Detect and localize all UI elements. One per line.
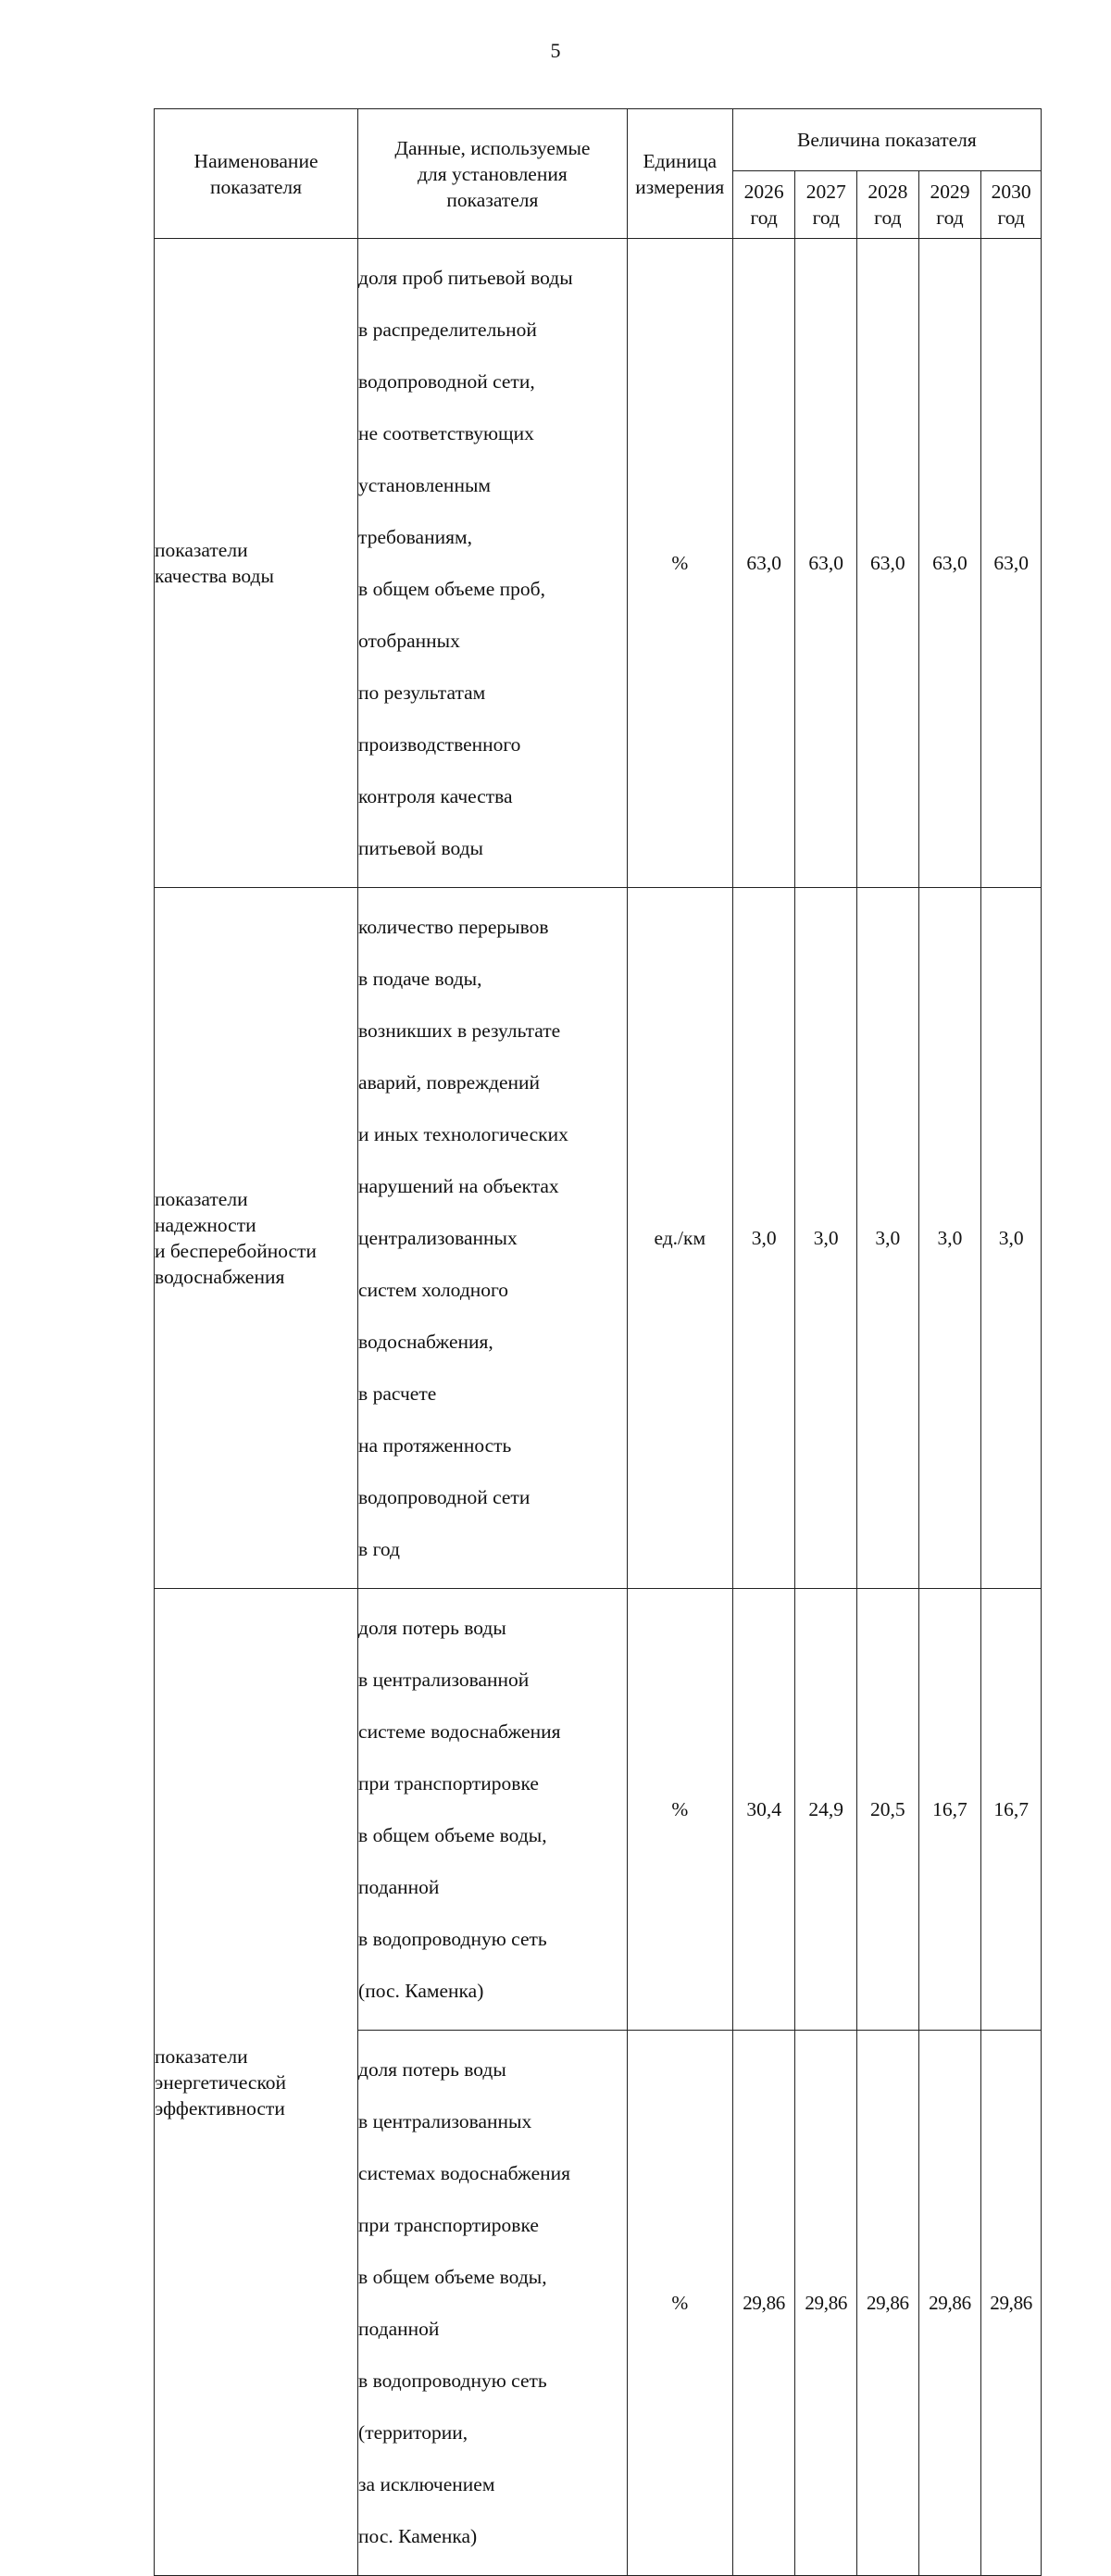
value-cell: 3,0	[857, 888, 919, 1589]
header-year-2026: 2026 год	[732, 171, 795, 239]
value-cell: 30,4	[732, 1589, 795, 2031]
header-name: Наименование показателя	[155, 109, 358, 239]
table-row	[155, 239, 1042, 888]
value-cell: 29,86	[918, 2031, 981, 2576]
value-cell: 3,0	[795, 888, 857, 1589]
unit-cell: ед./км	[627, 888, 732, 1589]
value-cell: 63,0	[918, 239, 981, 888]
value-cell: 29,86	[732, 2031, 795, 2576]
header-year-2030: 2030 год	[981, 171, 1042, 239]
value-cell: 3,0	[981, 888, 1042, 1589]
value-cell: 16,7	[981, 1589, 1042, 2031]
indicator-description-cell: количество перерывов в подаче воды, возникших в результате аварий, повреждений и иных технологических нарушений на объектах централизованных систем холодного водоснабжения, в расчете на протяженность водопроводной сети в год	[358, 888, 628, 1589]
header-unit: Единица измерения	[627, 109, 732, 239]
table-row	[155, 1589, 1042, 2031]
page-number: 5	[550, 39, 561, 62]
indicator-description-cell: доля проб питьевой воды в распределительной водопроводной сети, не соответствующих установленным требованиям, в общем объеме проб, отобранных по результатам производственного контроля качества питьевой воды	[358, 239, 628, 888]
header-year-2028: 2028 год	[857, 171, 919, 239]
unit-cell: %	[627, 2031, 732, 2576]
value-cell: 29,86	[857, 2031, 919, 2576]
header-year-2027: 2027 год	[795, 171, 857, 239]
indicator-name-cell: показатели надежности и бесперебойности водоснабжения	[155, 888, 358, 1589]
indicators-table	[154, 108, 1042, 2576]
indicator-name-cell: показатели качества воды	[155, 239, 358, 888]
header-year-2029: 2029 год	[918, 171, 981, 239]
table-row	[155, 888, 1042, 1589]
header-data: Данные, используемые для установления показателя	[358, 109, 628, 239]
value-cell: 63,0	[795, 239, 857, 888]
unit-cell: %	[627, 239, 732, 888]
value-cell: 63,0	[732, 239, 795, 888]
value-cell: 3,0	[918, 888, 981, 1589]
unit-cell: %	[627, 1589, 732, 2031]
value-cell: 20,5	[857, 1589, 919, 2031]
header-value-group: Величина показателя	[732, 109, 1041, 171]
value-cell: 29,86	[795, 2031, 857, 2576]
value-cell: 24,9	[795, 1589, 857, 2031]
indicator-description-cell: доля потерь воды в централизованных системах водоснабжения при транспортировке в общем объеме воды, поданной в водопроводную сеть (территории, за исключением пос. Каменка)	[358, 2031, 628, 2576]
value-cell: 63,0	[857, 239, 919, 888]
indicator-name-cell: показатели энергетической эффективности	[155, 1589, 358, 2576]
value-cell: 16,7	[918, 1589, 981, 2031]
indicator-description-cell: доля потерь воды в централизованной системе водоснабжения при транспортировке в общем объеме воды, поданной в водопроводную сеть (пос. Каменка)	[358, 1589, 628, 2031]
header-row	[155, 109, 1042, 171]
value-cell: 3,0	[732, 888, 795, 1589]
value-cell: 29,86	[981, 2031, 1042, 2576]
value-cell: 63,0	[981, 239, 1042, 888]
